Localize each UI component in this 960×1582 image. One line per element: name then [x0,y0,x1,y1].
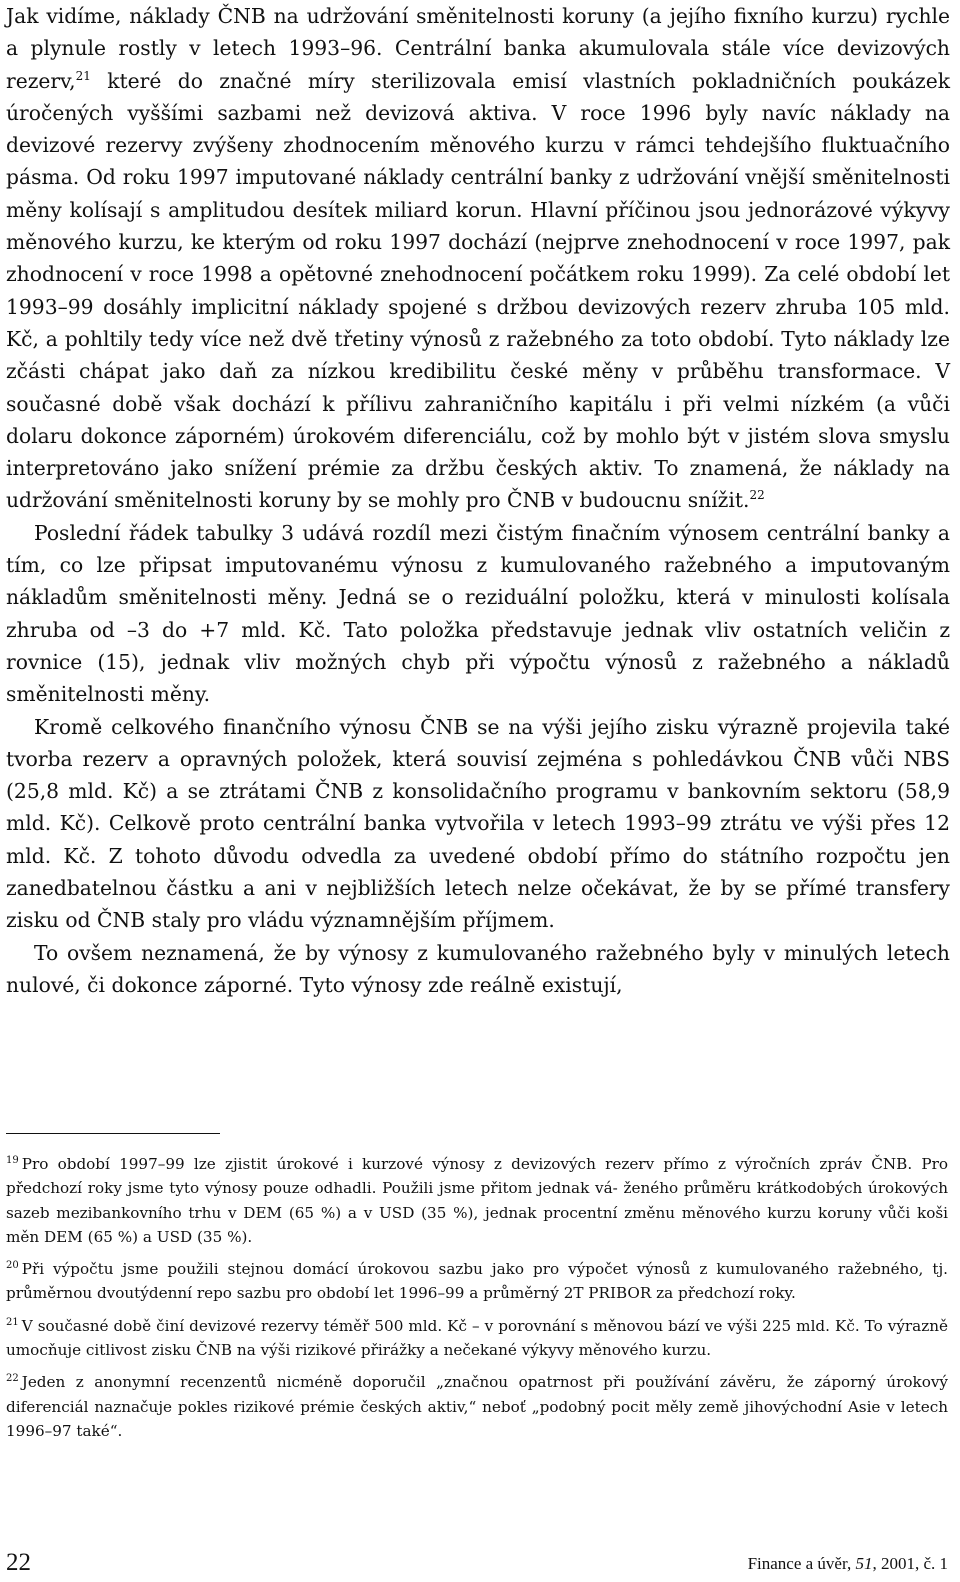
footnote-21 [6,1314,948,1363]
journal-citation [748,1552,948,1576]
footnote-separator [6,1133,220,1134]
footnote-ref-21[interactable]: 21 [75,68,91,83]
paragraph-2: Poslední řádek tabulky 3 udává rozdíl mezi čistým finačním výnosem centrální banky a tím, co lze připsat imputovanému výnosu z kumulovaného ražebného a imputovaným nákladům směnitelnosti měny. Jedná se o reziduální položku, která v minulosti kolísala zhruba od –3 do +7 mld. Kč. Tato položka představuje jednak vliv ostatních veličin z rovnice (15), jednak vliv možných chyb při výpočtu výnosů z ražebného a nákladů směnitelnosti měny. [6,520,950,707]
paragraph-1-text-a: Jak vidíme, náklady ČNB na udržování směnitelnosti koruny (a jejího fixního kurzu) rychle a plynule rostly v letech 1993–96. Centrální banka akumulovala stále více devizových rezerv, [6,4,950,93]
footnote-text: Jeden z anonymní recenzentů nicméně doporučil „značnou opatrnost při používání závěru, že záporný úrokový diferenciál naznačuje pokles rizikové prémie českých aktiv,“ neboť „podobný pocit měly země jihovýchodní Asie v letech 1996–97 také“. [6,1373,948,1440]
page-body [6,0,950,1001]
footnote-text: Pro období 1997–99 lze zjistit úrokové i kurzové výnosy z devizových rezerv přímo z výročních zpráv ČNB. Pro předchozí roky jsme tyto výnosy pouze odhadli. Použili jsme přitom jednak vá- ženého průměru krátkodobých úrokových sazeb mezibankovního trhu v DEM (65 %) a v USD (35 %), jednak procentní změnu měnového kurzu koruny vůči koši měn DEM (65 %) a USD (35 %). [6,1155,948,1246]
footnote-ref-22[interactable]: 22 [749,488,765,503]
footnote-text: V současné době činí devizové rezervy téměř 500 mld. Kč – v porovnání s měnovou bází ve výši 225 mld. Kč. To výrazně umocňuje citlivost zisku ČNB na výši rizikové přirážky a nečekané výkyvy měnového kurzu. [6,1316,948,1360]
journal-volume: 51 [855,1554,873,1573]
footnote-text: Při výpočtu jsme použili stejnou domácí úrokovou sazbu jako pro výpočet výnosů z kumulovaného ražebného, tj. průměrnou dvoutýdenní repo sazbu pro období let 1996–99 a průměrný 2T PRIBOR za předchozí roky. [6,1260,948,1303]
paragraph-1-text-b: které do značné míry sterilizovala emisí vlastních pokladničních poukázek úročených vyššími sazbami než devizová aktiva. V roce 1996 byly navíc náklady na devizové rezervy zvýšeny zhodnocením měnového kurzu v rámci tehdejšího fluktuačního pásma. Od roku 1997 imputované náklady centrální banky z udržování vnější směnitelnosti měny kolísají s amplitudou desítek miliard korun. Hlavní příčinou jsou jednorázové výkyvy měnového kurzu, ke kterým od roku 1997 dochází (nejprve znehodnocení v roce 1997, pak zhodnocení v roce 1998 a opětovné znehodnocení počátkem roku 1999). Za celé období let 1993–99 dosáhly implicitní náklady spojené s držbou devizových rezerv zhruba 105 mld. Kč, a pohltily tedy více než dvě třetiny výnosů z ražebného za toto období. Tyto náklady lze zčásti chápat jako daň za nízkou kredibilitu české měny v průběhu transformace. V současné době však dochází k přílivu zahraničního kapitálu i při velmi nízkém (a vůči dolaru dokonce záporném) úrokovém diferenciálu, což by mohlo být v jistém slova smyslu interpretováno jako snížení prémie za držbu českých aktiv. To znamená, že náklady na udržování směnitelnosti koruny by se mohly pro ČNB v budoucnu snížit. [6,68,950,513]
paragraph-1 [6,0,950,517]
footnotes [6,1152,948,1451]
footnote-number: 19 [6,1155,19,1166]
footnote-19 [6,1152,948,1249]
footnote-number: 22 [6,1373,19,1385]
journal-issue: , 2001, č. 1 [872,1554,948,1573]
page-number: 22 [6,1549,31,1576]
paragraph-3: Kromě celkového finančního výnosu ČNB se na výši jejího zisku výrazně projevila také tvorba rezerv a opravných položek, která souvisí zejména s pohledávkou ČNB vůči NBS (25,8 mld. Kč) a se ztrátami ČNB z konsolidačního programu v bankovním sektoru (58,9 mld. Kč). Celkově proto centrální banka vytvořila v letech 1993–99 ztrátu ve výši přes 12 mld. Kč. Z tohoto důvodu odvedla za uvedené období přímo do státního rozpočtu jen zanedbatelnou částku a ani v nejbližších letech nelze očekávat, že by se přímé transfery zisku od ČNB staly pro vládu významnějším příjmem. [6,714,950,933]
footnote-20 [6,1257,948,1306]
page-footer [6,1548,948,1578]
footnote-22 [6,1370,948,1443]
footnote-number: 20 [6,1260,19,1272]
footnote-number: 21 [6,1316,19,1328]
paragraph-4: To ovšem neznamená, že by výnosy z kumulovaného ražebného byly v minulých letech nulové, či dokonce záporné. Tyto výnosy zde reálně existují, [6,940,950,997]
journal-name: Finance a úvěr, [747,1554,856,1573]
